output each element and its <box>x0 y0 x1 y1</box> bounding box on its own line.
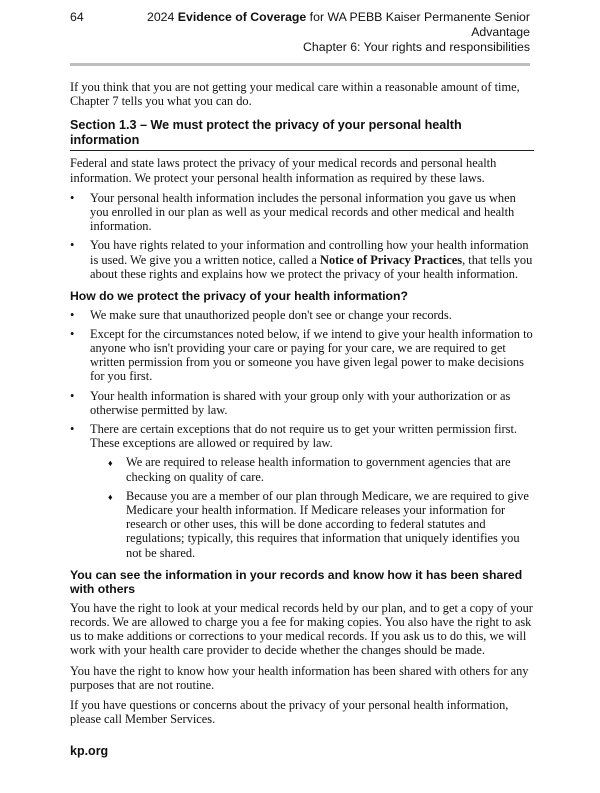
list-item-text: You have rights related to your information and controlling how your health information is used. We give you a written notice, called a <box>90 238 529 267</box>
records-paragraph: You have the right to look at your medical records held by our plan, and to get a copy of your records. We are allowed to charge you a fee for making copies. You also have the right to ask us to make additions or corrections to your medical records. If you ask us to do this, we will work with your health care provider to decide whether the changes should be made. <box>70 600 533 658</box>
document-title <box>100 10 530 40</box>
section-heading: Section 1.3 – We must protect the privacy of your personal health information <box>70 118 534 151</box>
sub-list-item <box>108 455 534 483</box>
bullet-icon: • <box>70 326 75 341</box>
list-item-text: Your personal health information includes the personal information you gave us when you enrolled in our plan as well as your medical records and other medical and health information. <box>90 190 516 234</box>
footer-link[interactable]: kp.org <box>70 744 109 759</box>
protect-heading: How do we protect the privacy of your health information? <box>70 289 408 304</box>
list-item-text: Because you are a member of our plan through Medicare, we are required to give Medicare your health information. If Medicare releases your information for research or other uses, this will be done according to federal statutes and regulations; typically, this requires that information that uniquely identifies you not be shared. <box>126 488 529 560</box>
records-paragraph: If you have questions or concerns about the privacy of your personal health information, please call Member Services. <box>70 698 509 727</box>
records-heading: You can see the information in your records and know how it has been shared with others <box>70 567 523 597</box>
header-titles <box>100 10 530 55</box>
sub-bullets <box>108 455 534 559</box>
list-item <box>70 389 534 417</box>
list-item-text: We make sure that unauthorized people don't see or change your records. <box>90 307 452 322</box>
list-item <box>70 308 534 322</box>
notice-of-privacy-practices: Notice of Privacy Practices <box>320 252 463 267</box>
bullet-icon: • <box>70 307 75 322</box>
title-rest: for WA PEBB Kaiser Permanente Senior Advantage <box>306 10 530 39</box>
intro-paragraph: If you think that you are not getting your medical care within a reasonable amount of time, Chapter 7 tells you what you can do. <box>70 80 520 109</box>
list-item <box>70 191 534 234</box>
page-header <box>70 10 530 55</box>
page-number: 64 <box>70 10 84 24</box>
list-item-text: Your health information is shared with your group only with your authorization or as otherwise permitted by law. <box>90 388 511 417</box>
list-item-text: , that tells you about these rights and explains how we protect the privacy of your health information. <box>90 252 533 281</box>
bullet-icon: • <box>70 421 75 436</box>
chapter-title: Chapter 6: Your rights and responsibilities <box>303 40 530 54</box>
section-bullets <box>70 191 534 281</box>
title-bold: Evidence of Coverage <box>177 10 307 24</box>
page-body <box>70 80 534 732</box>
list-item <box>70 238 534 281</box>
header-divider <box>70 63 530 66</box>
protect-bullets <box>70 308 534 560</box>
list-item <box>70 327 534 384</box>
footer-spacer <box>0 732 600 744</box>
list-item-text: There are certain exceptions that do not require us to get your written permission first. These exceptions are allowed or required by law. <box>90 421 517 451</box>
section-paragraph: Federal and state laws protect the privacy of your medical records and personal health information. We protect your personal health information as required by these laws. <box>70 156 497 185</box>
bullet-icon: • <box>70 190 75 205</box>
title-year: 2024 <box>147 10 178 24</box>
bullet-icon: • <box>70 238 75 253</box>
list-item <box>70 422 534 560</box>
diamond-bullet-icon: ♦ <box>108 458 113 469</box>
sub-list-item <box>108 489 534 560</box>
records-paragraph: You have the right to know how your health information has been shared with others for any purposes that are not routine. <box>70 663 529 692</box>
list-item-text: We are required to release health information to government agencies that are checking on quality of care. <box>126 455 511 484</box>
list-item-text: Except for the circumstances noted below, if we intend to give your health information to anyone who isn't providing your care or paying for your care, we are required to get written permission from you or someone you have given legal power to make decisions for you first. <box>90 326 533 384</box>
bullet-icon: • <box>70 388 75 403</box>
diamond-bullet-icon: ♦ <box>108 491 113 502</box>
